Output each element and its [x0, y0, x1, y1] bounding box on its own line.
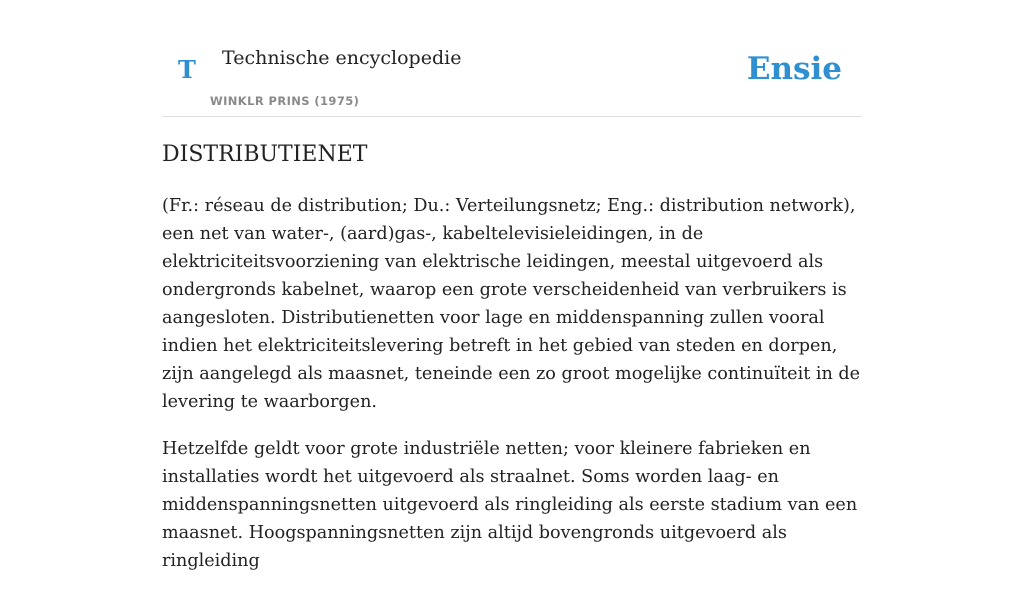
- entry-paragraph-2: Hetzelfde geldt voor grote industriële netten; voor kleinere fabrieken en installaties wordt het uitgevoerd als straalnet. Soms worden laag- en middenspanningsnetten uitgevoerd als ringleiding als eerste stadium van een maasnet. Hoogspanningsnetten zijn altijd bovengronds uitgevoerd als ringleiding: [162, 439, 858, 571]
- brand-logo-link[interactable]: Ensie: [746, 51, 842, 87]
- book-subtitle: WINKLR PRINS (1975): [210, 94, 360, 108]
- entry-paragraph-1: (Fr.: réseau de distribution; Du.: Verteilungsnetz; Eng.: distribution network), een net van water-, (aard)gas-, kabeltelevisieleidingen, in de elektriciteitsvoorziening van elektrische leidingen, meestal uitgevoerd als ondergronds kabelnet, waarop een grote verscheidenheid van verbruikers is aangesloten. Distributienetten voor lage en middenspanning zullen vooral indien het elektriciteitslevering betreft in het gebied van steden en dorpen, zijn aangelegd als maasnet, teneinde een zo groot mogelijke continuïteit in de levering te waarborgen.: [162, 196, 861, 412]
- header: [162, 0, 862, 117]
- entry-title: DISTRIBUTIENET: [162, 142, 368, 167]
- book-letter-icon[interactable]: T: [178, 55, 196, 84]
- entry-body: [162, 192, 866, 594]
- book-title-link[interactable]: Technische encyclopedie: [222, 47, 462, 69]
